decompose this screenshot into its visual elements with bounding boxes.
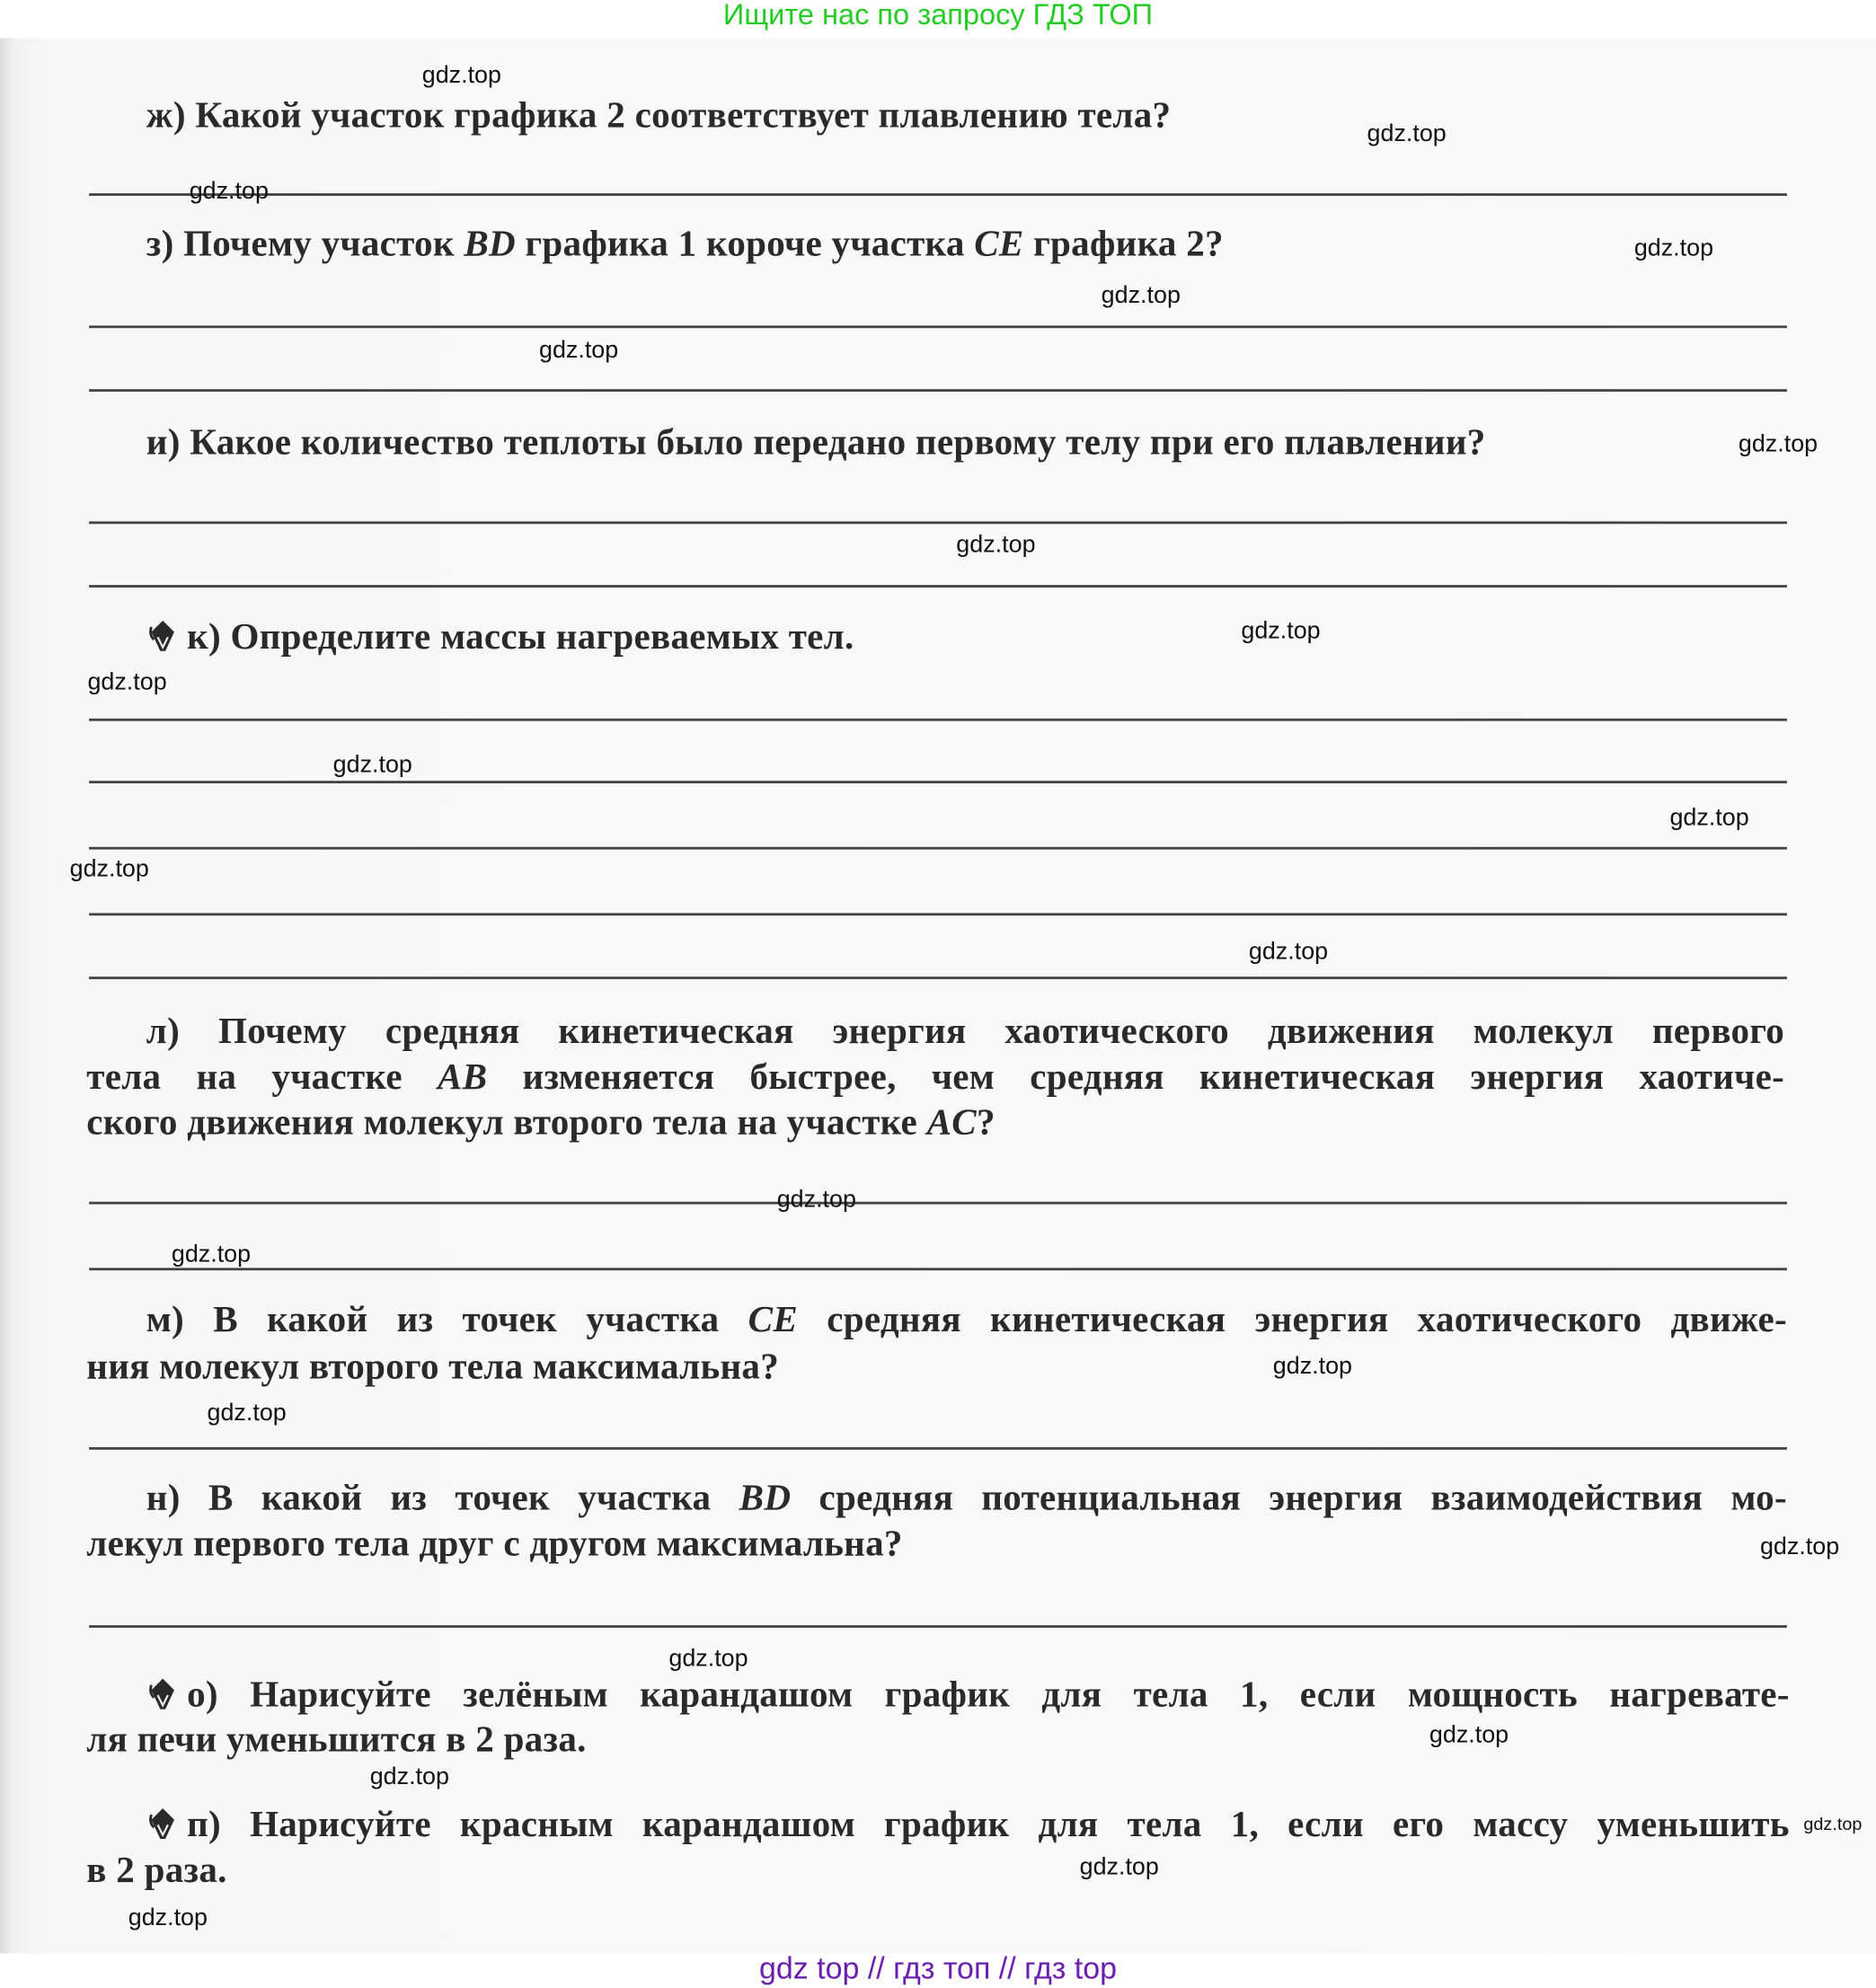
question-o-line: [149, 1674, 1790, 1720]
watermark: gdz.top: [369, 1763, 449, 1791]
question-z-line: [146, 224, 1224, 266]
segment-label: BD: [464, 224, 516, 265]
watermark: gdz.top: [421, 62, 501, 90]
watermark: gdz.top: [87, 668, 167, 696]
watermark: gdz.top: [1367, 120, 1447, 148]
question-text: м) В какой из точек участка: [146, 1299, 748, 1341]
answer-line: [89, 585, 1787, 588]
question-text: ж) Какой участок графика 2 соответствует плавлению тела?: [146, 95, 1172, 137]
answer-line: [89, 193, 1787, 196]
segment-label: AB: [438, 1056, 488, 1098]
watermark: gdz.top: [69, 855, 149, 883]
question-l-line: [86, 1102, 996, 1144]
segment-label: BD: [739, 1477, 792, 1519]
segment-label: CE: [748, 1299, 799, 1341]
question-text: ля печи уменьшится в 2 раза.: [86, 1719, 587, 1761]
question-text: ?: [976, 1102, 996, 1144]
watermark: gdz.top: [1803, 1813, 1863, 1834]
watermark: gdz.top: [128, 1904, 208, 1932]
question-n-line: [86, 1524, 902, 1566]
watermark: gdz.top: [1272, 1353, 1353, 1380]
question-text: н) В какой из точек участка: [146, 1477, 739, 1519]
answer-line: [89, 847, 1787, 850]
question-p-line: [86, 1851, 226, 1893]
answer-line: [89, 521, 1787, 524]
answer-line: [89, 325, 1787, 328]
watermark: gdz.top: [956, 531, 1036, 559]
answer-line: [89, 1625, 1787, 1628]
question-text: в 2 раза.: [86, 1850, 227, 1891]
segment-label: AC: [926, 1102, 977, 1144]
question-text: и) Какое количество теплоты было передано первому телу при его плавлении?: [146, 421, 1486, 464]
pencil-icon: [149, 619, 177, 652]
question-m-line: [86, 1347, 779, 1389]
watermark: gdz.top: [776, 1186, 856, 1214]
question-text: к) Определите массы нагреваемых тел.: [187, 616, 854, 658]
question-m-line: [146, 1300, 1787, 1346]
watermark: gdz.top: [1241, 617, 1321, 645]
question-l-line: [146, 1011, 1784, 1056]
watermark: gdz.top: [1633, 234, 1714, 262]
watermark: gdz.top: [1079, 1853, 1159, 1881]
answer-line: [89, 913, 1787, 915]
watermark: gdz.top: [1669, 805, 1749, 832]
question-text: средняя потенциальная энергия взаимодействия мо-: [791, 1477, 1787, 1519]
pencil-icon: [149, 1677, 177, 1710]
answer-line: [89, 1447, 1787, 1450]
watermark: gdz.top: [538, 337, 619, 364]
watermark: gdz.top: [1429, 1721, 1509, 1749]
watermark: gdz.top: [207, 1400, 287, 1427]
search-hint: Ищите нас по запросу ГДЗ ТОП: [722, 0, 1154, 31]
question-l-line: [86, 1056, 1784, 1102]
question-text: графика 2?: [1023, 224, 1224, 265]
watermark: gdz.top: [189, 178, 269, 205]
question-n-line: [146, 1478, 1787, 1524]
question-text: изменяется быстрее, чем средняя кинетическая энергия хаотиче-: [487, 1056, 1785, 1098]
question-text: средняя кинетическая энергия хаотического движе-: [798, 1299, 1787, 1341]
watermark: gdz.top: [1101, 282, 1181, 309]
question-p-line: [149, 1805, 1790, 1851]
footer-watermark: gdz top // гдз топ // гдз top: [758, 1951, 1118, 1987]
watermark: gdz.top: [1759, 1533, 1840, 1560]
watermark: gdz.top: [668, 1645, 748, 1673]
answer-line: [89, 1202, 1787, 1205]
watermark: gdz.top: [1738, 430, 1818, 458]
question-text: лекул первого тела друг с другом максимальна?: [86, 1523, 903, 1565]
watermark: gdz.top: [1248, 938, 1329, 966]
answer-line: [89, 781, 1787, 783]
question-text: о) Нарисуйте зелёным карандашом график для тела 1, если мощность нагревате-: [187, 1674, 1790, 1716]
question-o-line: [86, 1719, 586, 1762]
answer-line: [89, 1268, 1787, 1270]
question-text: ского движения молекул второго тела на участке: [86, 1102, 927, 1144]
answer-line: [89, 719, 1787, 721]
question-k-line: [149, 617, 854, 659]
question-text: графика 1 короче участка: [515, 224, 975, 265]
question-text: ния молекул второго тела максимальна?: [86, 1347, 780, 1388]
answer-line: [89, 976, 1787, 979]
question-text: з) Почему участок: [146, 224, 465, 265]
question-text: п) Нарисуйте красным карандашом график для тела 1, если его массу уменьшить: [187, 1804, 1790, 1846]
question-text: тела на участке: [86, 1056, 438, 1098]
question-i-line: [146, 422, 1486, 464]
question-zh-line: [146, 95, 1172, 137]
segment-label: CE: [974, 224, 1024, 265]
watermark: gdz.top: [171, 1241, 252, 1268]
watermark: gdz.top: [332, 751, 412, 779]
answer-line: [89, 389, 1787, 392]
question-text: л) Почему средняя кинетическая энергия хаотического движения молекул первого: [146, 1011, 1785, 1052]
pencil-icon: [149, 1807, 177, 1841]
